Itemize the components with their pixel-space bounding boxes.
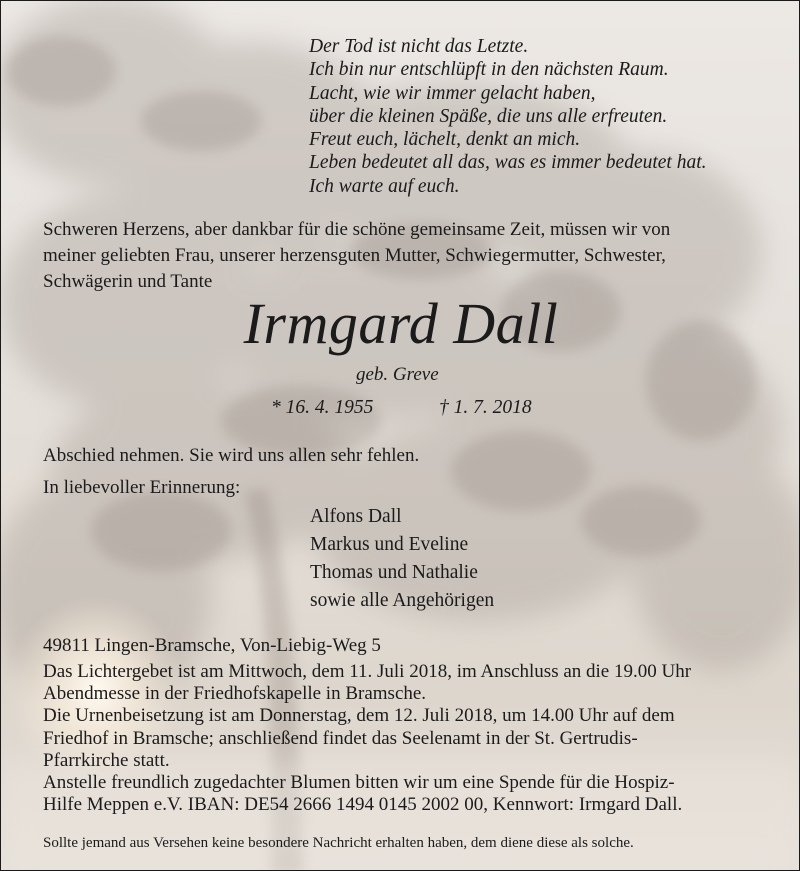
- deceased-name: Irmgard Dall: [243, 291, 559, 356]
- service-details: [43, 661, 691, 816]
- details-line: Das Lichtergebet ist am Mittwoch, dem 11. Juli 2018, im Anschluss an die 19.00 Uhr: [43, 661, 692, 682]
- details-line: Die Urnenbeisetzung ist am Donnerstag, dem 12. Juli 2018, um 14.00 Uhr auf dem: [43, 705, 675, 727]
- details-line: Hilfe Meppen e.V. IBAN: DE54 2666 1494 0145 2002 00, Kennwort: Irmgard Dall.: [43, 794, 683, 816]
- footnote: Sollte jemand aus Versehen keine besondere Nachricht erhalten haben, dem diene diese als solche.: [43, 835, 634, 851]
- mourners-list: [310, 503, 494, 615]
- poem-line: Ich warte auf euch.: [309, 175, 460, 197]
- family-address: 49811 Lingen-Bramsche, Von-Liebig-Weg 5: [43, 635, 381, 656]
- mourner-name: Alfons Dall: [310, 506, 402, 527]
- mourner-name: Markus und Eveline: [310, 534, 469, 555]
- intro-line: Schweren Herzens, aber dankbar für die schöne gemeinsame Zeit, müssen wir von: [43, 219, 671, 240]
- death-date: † 1. 7. 2018: [439, 397, 532, 418]
- memorial-poem: [309, 35, 707, 198]
- farewell-text: Abschied nehmen. Sie wird uns allen sehr fehlen.: [43, 445, 420, 466]
- details-line: Friedhof in Bramsche; anschließend findet das Seelenamt in der St. Gertrudis-: [43, 727, 638, 749]
- poem-line: über die kleinen Späße, die uns alle erfreuten.: [309, 105, 668, 127]
- birth-date: * 16. 4. 1955: [271, 397, 374, 418]
- intro-line: meiner geliebten Frau, unserer herzensguten Mutter, Schwiegermutter, Schwester,: [43, 245, 666, 266]
- details-line: Anstelle freundlich zugedachter Blumen bitten wir um eine Spende für die Hospiz-: [43, 772, 675, 794]
- intro-line: Schwägerin und Tante: [43, 271, 213, 292]
- memory-label: In liebevoller Erinnerung:: [43, 477, 241, 498]
- poem-line: Ich bin nur entschlüpft in den nächsten Raum.: [309, 59, 669, 81]
- mourner-name: Thomas und Nathalie: [310, 562, 478, 583]
- maiden-name: geb. Greve: [356, 364, 439, 385]
- details-line: Abendmesse in der Friedhofskapelle in Bramsche.: [43, 683, 427, 705]
- poem-line: Leben bedeutet all das, was es immer bedeutet hat.: [309, 152, 707, 174]
- details-line: Pfarrkirche statt.: [43, 749, 170, 771]
- intro-text: [43, 217, 670, 295]
- mourner-name: sowie alle Angehörigen: [310, 590, 495, 611]
- poem-line: Freut euch, lächelt, denkt an mich.: [309, 129, 581, 151]
- poem-line: Der Tod ist nicht das Letzte.: [309, 36, 529, 57]
- poem-line: Lacht, wie wir immer gelacht haben,: [309, 82, 596, 104]
